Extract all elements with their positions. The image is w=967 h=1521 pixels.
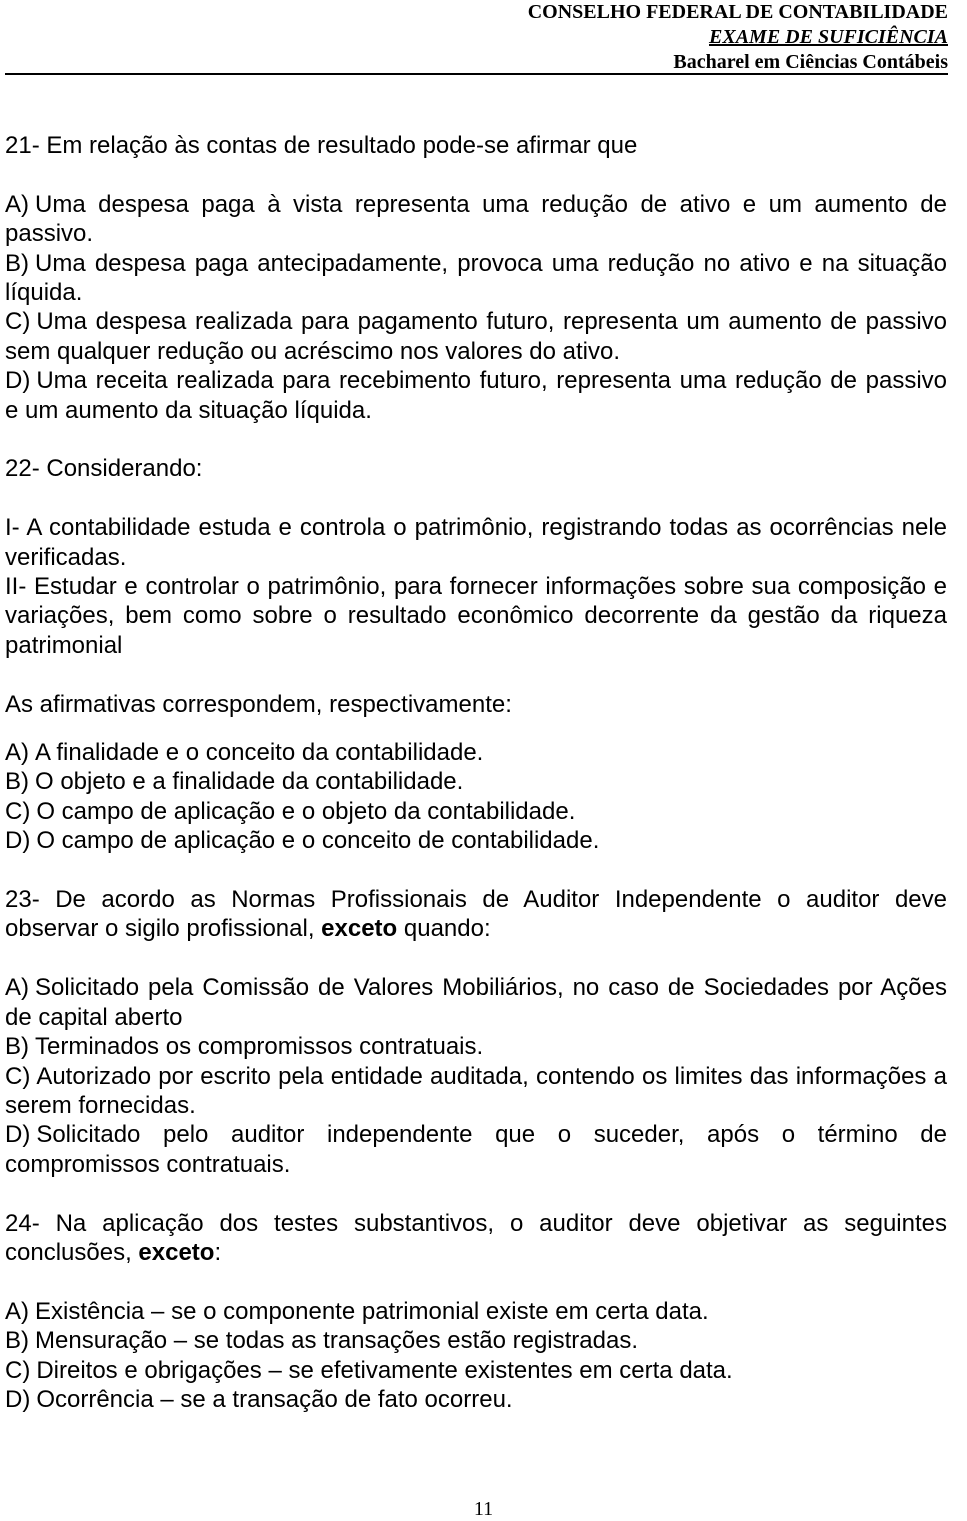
header-exam: EXAME DE SUFICIÊNCIA <box>709 26 948 48</box>
question-21-option-a <box>5 190 947 249</box>
header-divider <box>5 73 948 75</box>
option-text: O campo de aplicação e o objeto da contabilidade. <box>36 797 576 825</box>
question-22-prompt: As afirmativas correspondem, respectivamente: <box>5 690 512 718</box>
option-text: Solicitado pelo auditor independente que o suceder, após o término de compromissos contratuais. <box>5 1121 947 1178</box>
option-text: Direitos e obrigações – se efetivamente existentes em certa data. <box>36 1356 733 1384</box>
stem-text: 24- Na aplicação dos testes substantivos, o auditor deve objetivar as seguintes conclusões, <box>5 1209 947 1266</box>
question-22-stem: 22- Considerando: <box>5 455 203 483</box>
option-label: D) <box>5 1385 31 1413</box>
question-21-options <box>5 190 947 425</box>
header-course: Bacharel em Ciências Contábeis <box>673 51 948 73</box>
option-text: O objeto e a finalidade da contabilidade. <box>35 768 464 796</box>
question-23-option-a <box>5 973 947 1032</box>
question-21-option-b <box>5 249 947 308</box>
option-label: D) <box>5 827 31 855</box>
option-text: O campo de aplicação e o conceito de contabilidade. <box>36 827 600 855</box>
option-label: C) <box>5 1062 31 1090</box>
question-24-option-c <box>5 1356 947 1385</box>
option-label: B) <box>5 1033 29 1061</box>
question-22-option-a <box>5 738 947 767</box>
option-text: Terminados os compromissos contratuais. <box>35 1033 484 1061</box>
option-label: A) <box>5 190 29 218</box>
option-text: Uma receita realizada para recebimento futuro, representa uma redução de passivo e um aumento da situação líquida. <box>5 367 947 424</box>
question-22-statement-i: I- A contabilidade estuda e controla o patrimônio, registrando todas as ocorrências nele verificadas. <box>5 514 947 571</box>
header-org: CONSELHO FEDERAL DE CONTABILIDADE <box>527 1 948 23</box>
option-label: C) <box>5 1356 31 1384</box>
option-text: Solicitado pela Comissão de Valores Mobiliários, no caso de Sociedades por Ações de capital aberto <box>5 974 947 1031</box>
option-label: A) <box>5 739 29 767</box>
option-text: Uma despesa paga à vista representa uma redução de ativo e um aumento de passivo. <box>5 190 947 248</box>
question-24-options <box>5 1297 947 1415</box>
option-text: Ocorrência – se a transação de fato ocorreu. <box>36 1385 513 1413</box>
option-label: A) <box>5 974 29 1002</box>
option-label: C) <box>5 308 31 336</box>
question-21-option-c <box>5 307 947 366</box>
question-24-stem <box>5 1209 947 1268</box>
question-24-option-d <box>5 1385 947 1414</box>
question-22-option-b <box>5 767 947 796</box>
option-label: B) <box>5 768 29 796</box>
question-23-option-c <box>5 1062 947 1121</box>
question-23-option-d <box>5 1120 947 1179</box>
question-24-option-b <box>5 1326 947 1355</box>
option-text: Mensuração – se todas as transações estão registradas. <box>35 1327 638 1355</box>
question-21-stem: 21- Em relação às contas de resultado pode-se afirmar que <box>5 132 638 159</box>
question-22-statements <box>5 513 947 660</box>
question-23-options <box>5 973 947 1179</box>
page-number: 11 <box>473 1498 494 1520</box>
question-21-option-d <box>5 366 947 425</box>
option-text: A finalidade e o conceito da contabilidade. <box>35 739 484 767</box>
option-label: A) <box>5 1297 29 1325</box>
question-22-option-d <box>5 826 947 855</box>
option-text: Uma despesa paga antecipadamente, provoca uma redução no ativo e na situação líquida. <box>5 249 947 307</box>
stem-text: 23- De acordo as Normas Profissionais de Auditor Independente o auditor deve observar o sigilo profissional, <box>5 886 947 943</box>
option-label: D) <box>5 367 31 395</box>
option-text: Existência – se o componente patrimonial existe em certa data. <box>35 1297 709 1325</box>
page-content <box>5 131 947 1444</box>
question-23-stem <box>5 885 947 944</box>
option-text: Autorizado por escrito pela entidade auditada, contendo os limites das informações a serem fornecidas. <box>5 1062 947 1119</box>
question-24-option-a <box>5 1297 947 1326</box>
option-label: C) <box>5 797 31 825</box>
question-22-options <box>5 738 947 856</box>
option-text: Uma despesa realizada para pagamento futuro, representa um aumento de passivo sem qualquer redução ou acréscimo nos valores do ativo. <box>5 308 947 365</box>
question-22-option-c <box>5 797 947 826</box>
stem-text-end: quando: <box>397 915 491 943</box>
option-label: B) <box>5 1327 29 1355</box>
question-22-statement-ii: II- Estudar e controlar o patrimônio, para fornecer informações sobre sua composição e variações, bem como sobre o resultado econômico decorrente da gestão da riqueza patrimonial <box>5 573 947 659</box>
stem-emphasis: exceto <box>138 1238 215 1266</box>
page-header <box>528 0 948 75</box>
option-label: B) <box>5 249 29 277</box>
stem-text-end: : <box>214 1238 222 1266</box>
option-label: D) <box>5 1121 31 1149</box>
question-23-option-b <box>5 1032 947 1061</box>
stem-emphasis: exceto <box>321 915 398 943</box>
